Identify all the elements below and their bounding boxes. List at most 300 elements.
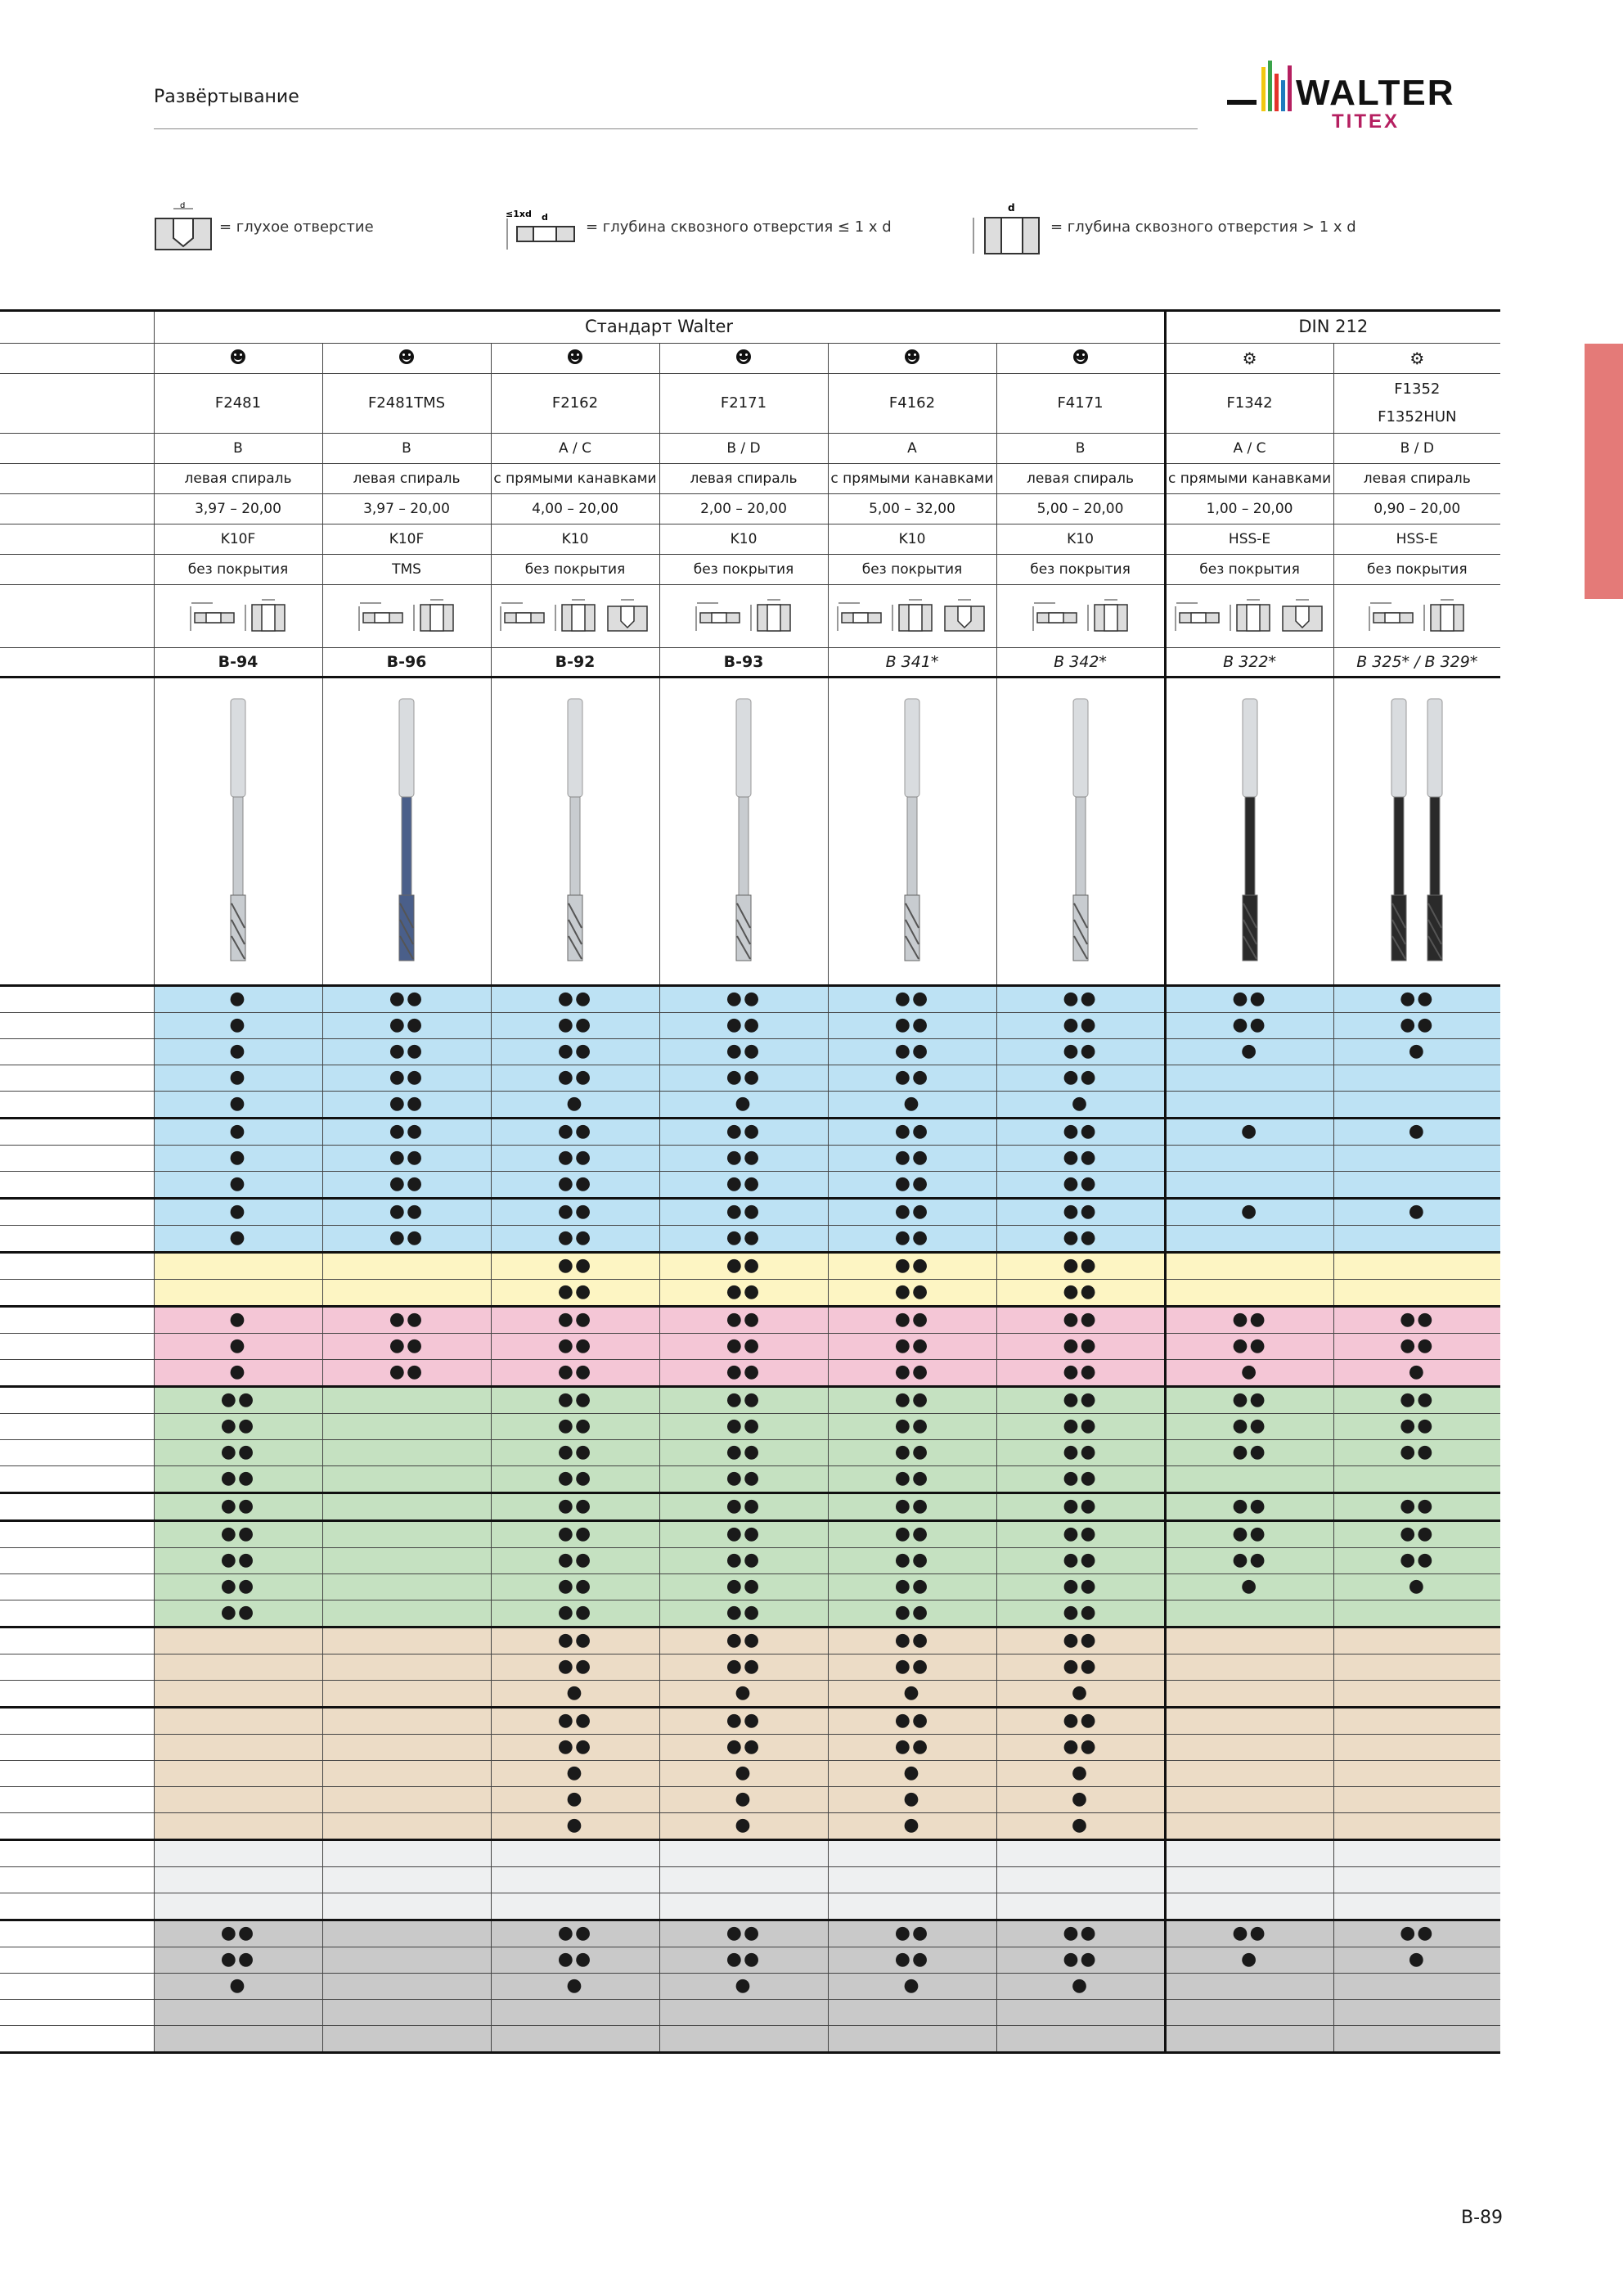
suitability-cell: ●● [659, 1600, 828, 1627]
suitability-cell: ●● [659, 1307, 828, 1334]
suitability-cell [1333, 1654, 1500, 1681]
suitability-cell: ●● [491, 1146, 659, 1172]
suitability-cell [322, 1493, 491, 1521]
suitability-cell: ●● [996, 1574, 1165, 1600]
suitability-cell [322, 1867, 491, 1893]
suitability-cell [154, 2000, 322, 2026]
suitability-cell [1165, 1654, 1333, 1681]
suitability-cell [659, 2026, 828, 2053]
suitability-cell [828, 2026, 996, 2053]
suitability-cell: ●● [659, 1253, 828, 1280]
suitability-cell [322, 1947, 491, 1974]
tool-code: F2481 [154, 374, 322, 434]
suitability-cell: ●● [828, 1334, 996, 1360]
flute-cell: с прямыми канавками [491, 464, 659, 494]
material-cell: K10F [154, 524, 322, 555]
tool-code: F2481TMS [322, 374, 491, 434]
suitability-cell [1333, 1146, 1500, 1172]
reamer-image [1032, 682, 1130, 977]
group-walter: Стандарт Walter [154, 311, 1165, 344]
suitability-cell: ●● [491, 1334, 659, 1360]
suitability-cell: ● [1333, 1360, 1500, 1387]
suitability-cell: ●● [828, 1735, 996, 1761]
suitability-cell [1333, 1280, 1500, 1307]
suitability-cell [154, 1654, 322, 1681]
suitability-cell: ●● [491, 1920, 659, 1947]
suitability-cell: ● [828, 1092, 996, 1119]
material-cell: HSS-E [1165, 524, 1333, 555]
suitability-cell: ●● [828, 1360, 996, 1387]
range-cell: 3,97 – 20,00 [322, 494, 491, 524]
material-row [0, 1253, 1500, 1280]
suitability-cell: ●● [491, 1466, 659, 1493]
suitability-cell: ●● [659, 1548, 828, 1574]
page-ref-link[interactable]: B-92 [491, 648, 659, 678]
suitability-cell: ●● [996, 1708, 1165, 1735]
svg-text:d: d [542, 212, 548, 223]
suitability-cell: ● [154, 1092, 322, 1119]
suitability-cell: ●● [996, 1466, 1165, 1493]
suitability-cell: ●● [828, 1947, 996, 1974]
group-din: DIN 212 [1165, 311, 1500, 344]
through-hole-long-icon [1227, 597, 1273, 633]
reamer-image [1201, 682, 1299, 977]
suitability-cell [322, 1787, 491, 1813]
suitability-cell: ●● [659, 1146, 828, 1172]
tool-code: F1342 [1165, 374, 1333, 434]
suitability-cell: ●● [1333, 1414, 1500, 1440]
material-row [0, 1735, 1500, 1761]
svg-text:WALTER: WALTER [1296, 73, 1455, 113]
range-cell: 5,00 – 32,00 [828, 494, 996, 524]
suitability-cell: ●● [659, 1119, 828, 1146]
material-row [0, 1867, 1500, 1893]
suitability-cell: ●● [1165, 1548, 1333, 1574]
suitability-cell: ● [154, 1974, 322, 2000]
suitability-cell [1165, 1761, 1333, 1787]
suitability-cell: ●● [659, 1065, 828, 1092]
suitability-cell: ● [154, 1119, 322, 1146]
suitability-cell [322, 1253, 491, 1280]
suitability-cell: ●● [996, 1920, 1165, 1947]
suitability-cell: ●● [491, 1493, 659, 1521]
suitability-cell: ●● [1165, 986, 1333, 1013]
page-ref-link[interactable]: B-96 [322, 648, 491, 678]
suitability-cell [154, 1893, 322, 1920]
suitability-cell [491, 1840, 659, 1867]
suitability-cell: ● [828, 1974, 996, 2000]
material-row [0, 1199, 1500, 1226]
suitability-cell: ● [154, 1146, 322, 1172]
through-hole-short-icon [188, 597, 237, 633]
suitability-cell: ●● [659, 1708, 828, 1735]
suitability-cell [1165, 1840, 1333, 1867]
suitability-cell: ●● [996, 1654, 1165, 1681]
suitability-cell: ●● [828, 1600, 996, 1627]
suitability-cell [1333, 1787, 1500, 1813]
suitability-cell: ● [1165, 1039, 1333, 1065]
suitability-cell: ●● [1333, 1440, 1500, 1466]
material-row [0, 1548, 1500, 1574]
suitability-cell [1333, 1840, 1500, 1867]
suitability-cell: ● [154, 1360, 322, 1387]
suitability-cell [1165, 1787, 1333, 1813]
suitability-cell: ●● [1165, 1414, 1333, 1440]
suitability-cell: ●● [1165, 1440, 1333, 1466]
smiley-icon [568, 349, 582, 364]
type-row [0, 434, 1500, 464]
suitability-cell: ● [996, 1974, 1165, 2000]
suitability-cell: ● [996, 1813, 1165, 1840]
suitability-cell [1165, 1681, 1333, 1708]
suitability-cell [1333, 1627, 1500, 1654]
suitability-cell [154, 1253, 322, 1280]
material-row [0, 1627, 1500, 1654]
suitability-cell: ●● [996, 1013, 1165, 1039]
material-row [0, 1974, 1500, 2000]
suitability-cell: ●● [659, 1440, 828, 1466]
suitability-cell: ● [659, 1787, 828, 1813]
suitability-cell [1333, 1466, 1500, 1493]
suitability-cell: ●● [659, 986, 828, 1013]
suitability-cell: ●● [828, 1280, 996, 1307]
code-row [0, 374, 1500, 434]
flute-cell: левая спираль [1333, 464, 1500, 494]
suitability-cell [996, 1893, 1165, 1920]
suitability-cell: ●● [828, 1172, 996, 1199]
suitability-cell: ● [154, 1199, 322, 1226]
suitability-cell [1165, 1280, 1333, 1307]
suitability-cell: ●● [996, 1280, 1165, 1307]
material-row [0, 1708, 1500, 1735]
suitability-cell: ● [1333, 1947, 1500, 1974]
suitability-cell: ● [659, 1974, 828, 2000]
coating-cell: без покрытия [996, 555, 1165, 585]
suitability-cell: ●● [491, 1414, 659, 1440]
legend-through-long [965, 190, 1356, 263]
suitability-cell: ● [154, 1226, 322, 1253]
through-hole-long-icon [1421, 597, 1467, 633]
suitability-cell: ●● [996, 986, 1165, 1013]
through-hole-short-icon [357, 597, 406, 633]
through-hole-short-icon [501, 202, 579, 251]
suitability-cell: ●● [491, 1013, 659, 1039]
suitability-cell [1165, 1466, 1333, 1493]
suitability-cell: ●● [828, 1039, 996, 1065]
page-ref-link[interactable]: B-94 [154, 648, 322, 678]
image-row [0, 678, 1500, 986]
suitability-cell: ●● [996, 1521, 1165, 1548]
suitability-cell [1333, 1893, 1500, 1920]
type-cell: A [828, 434, 996, 464]
suitability-cell: ●● [154, 1387, 322, 1414]
suitability-cell [1165, 1065, 1333, 1092]
suitability-cell: ● [491, 1787, 659, 1813]
coating-cell: без покрытия [491, 555, 659, 585]
coating-cell: без покрытия [1165, 555, 1333, 585]
suitability-cell: ●● [1333, 986, 1500, 1013]
svg-text:d: d [1008, 202, 1015, 214]
material-row [0, 1440, 1500, 1466]
suitability-cell [828, 1893, 996, 1920]
suitability-cell: ●● [491, 1548, 659, 1574]
suitability-cell: ●● [996, 1307, 1165, 1334]
suitability-cell [322, 1708, 491, 1735]
suitability-cell: ●● [659, 1574, 828, 1600]
through-hole-long-icon [889, 597, 935, 633]
suitability-cell: ●● [1333, 1493, 1500, 1521]
through-hole-short-icon [694, 597, 743, 633]
through-hole-long-icon [748, 597, 794, 633]
suitability-cell [322, 1681, 491, 1708]
suitability-cell [154, 1813, 322, 1840]
suitability-cell: ●● [659, 1414, 828, 1440]
page-ref-link[interactable]: B-93 [659, 648, 828, 678]
suitability-cell [1333, 1600, 1500, 1627]
suitability-cell: ●● [996, 1226, 1165, 1253]
suitability-cell: ●● [322, 1146, 491, 1172]
suitability-cell [1333, 1092, 1500, 1119]
suitability-cell: ●● [828, 1920, 996, 1947]
suitability-cell [322, 1280, 491, 1307]
suitability-cell: ●● [322, 1065, 491, 1092]
walter-titex-logo [1227, 59, 1502, 134]
suitability-cell: ●● [996, 1119, 1165, 1146]
suitability-cell: ●● [828, 986, 996, 1013]
coating-cell: без покрытия [154, 555, 322, 585]
suitability-cell [659, 1867, 828, 1893]
suitability-cell: ●● [996, 1360, 1165, 1387]
suitability-cell: ●● [1165, 1920, 1333, 1947]
page-ref-link[interactable]: B 342* [996, 648, 1165, 678]
suitability-cell: ●● [996, 1039, 1165, 1065]
suitability-cell: ●● [828, 1146, 996, 1172]
range-cell: 2,00 – 20,00 [659, 494, 828, 524]
type-icon-row [0, 344, 1500, 374]
suitability-cell: ● [828, 1787, 996, 1813]
suitability-cell: ● [1333, 1574, 1500, 1600]
suitability-cell: ●● [828, 1414, 996, 1440]
suitability-cell [1333, 1974, 1500, 2000]
material-row [0, 1146, 1500, 1172]
svg-text:≤1xd: ≤1xd [506, 209, 532, 219]
suitability-cell: ●● [828, 1627, 996, 1654]
material-row [0, 1466, 1500, 1493]
suitability-cell [1165, 1735, 1333, 1761]
suitability-cell [1333, 1681, 1500, 1708]
blind-hole-icon [940, 597, 989, 633]
smiley-icon [231, 349, 245, 364]
type-cell: B [154, 434, 322, 464]
through-hole-long-icon [552, 597, 598, 633]
suitability-cell: ● [1165, 1947, 1333, 1974]
suitability-cell [491, 2026, 659, 2053]
through-hole-long-icon [1085, 597, 1131, 633]
suitability-cell: ● [996, 1092, 1165, 1119]
suitability-cell: ●● [659, 1013, 828, 1039]
material-row [0, 1307, 1500, 1334]
type-cell: B [322, 434, 491, 464]
legend-through-short-label: = глубина сквозного отверстия ≤ 1 x d [586, 218, 892, 236]
material-row [0, 1920, 1500, 1947]
svg-text:d: d [180, 202, 186, 210]
suitability-cell: ●● [491, 1253, 659, 1280]
suitability-cell: ●● [828, 1199, 996, 1226]
material-cell: K10 [996, 524, 1165, 555]
suitability-cell: ●● [491, 1280, 659, 1307]
suitability-cell: ●● [154, 1920, 322, 1947]
suitability-cell: ●● [491, 1065, 659, 1092]
suitability-cell: ●● [1165, 1307, 1333, 1334]
suitability-cell: ● [659, 1813, 828, 1840]
suitability-cell: ● [154, 1334, 322, 1360]
material-row [0, 1065, 1500, 1092]
smiley-icon [736, 349, 751, 364]
suitability-cell: ●● [996, 1735, 1165, 1761]
flute-cell: с прямыми канавками [1165, 464, 1333, 494]
suitability-cell: ●● [828, 1654, 996, 1681]
suitability-cell [1333, 1735, 1500, 1761]
coating-cell: без покрытия [828, 555, 996, 585]
suitability-cell: ●● [659, 1172, 828, 1199]
flute-cell: левая спираль [996, 464, 1165, 494]
suitability-cell: ● [996, 1787, 1165, 1813]
suitability-cell [322, 1761, 491, 1787]
suitability-cell: ●● [996, 1146, 1165, 1172]
suitability-cell: ●● [828, 1253, 996, 1280]
smiley-icon [905, 349, 919, 364]
suitability-cell: ●● [154, 1574, 322, 1600]
suitability-cell: ● [659, 1681, 828, 1708]
reamer-image [863, 682, 961, 977]
suitability-cell: ●● [322, 1119, 491, 1146]
through-hole-short-icon [1173, 597, 1222, 633]
material-cell: K10 [491, 524, 659, 555]
suitability-cell: ●● [322, 1092, 491, 1119]
suitability-cell [322, 1466, 491, 1493]
page-number: B-89 [1461, 2208, 1504, 2228]
tool-code: F4162 [828, 374, 996, 434]
suitability-cell [996, 1867, 1165, 1893]
suitability-cell: ●● [828, 1708, 996, 1735]
suitability-cell [154, 1761, 322, 1787]
suitability-cell [1165, 1253, 1333, 1280]
flute-cell: с прямыми канавками [828, 464, 996, 494]
suitability-cell: ●● [828, 1307, 996, 1334]
page-ref-link[interactable]: B 341* [828, 648, 996, 678]
suitability-cell: ●● [996, 1172, 1165, 1199]
range-cell: 4,00 – 20,00 [491, 494, 659, 524]
suitability-cell [1165, 1627, 1333, 1654]
suitability-cell [154, 2026, 322, 2053]
suitability-cell: ● [659, 1761, 828, 1787]
suitability-cell: ●● [1165, 1387, 1333, 1414]
suitability-cell: ●● [154, 1466, 322, 1493]
material-row [0, 1414, 1500, 1440]
suitability-cell [154, 1787, 322, 1813]
suitability-cell [1165, 1708, 1333, 1735]
suitability-cell: ●● [659, 1947, 828, 1974]
suitability-cell: ●● [322, 1226, 491, 1253]
suitability-cell [154, 1867, 322, 1893]
tool-code: F4171 [996, 374, 1165, 434]
suitability-cell: ●● [659, 1199, 828, 1226]
suitability-cell: ●● [491, 1360, 659, 1387]
suitability-cell: ●● [154, 1600, 322, 1627]
suitability-cell: ●● [996, 1947, 1165, 1974]
suitability-cell [996, 2026, 1165, 2053]
suitability-cell: ● [1165, 1574, 1333, 1600]
suitability-cell [1333, 2026, 1500, 2053]
suitability-cell: ●● [996, 1387, 1165, 1414]
svg-text:TITEX: TITEX [1332, 110, 1400, 133]
suitability-cell: ●● [491, 1947, 659, 1974]
smiley-icon [399, 349, 414, 364]
suitability-cell: ● [491, 1813, 659, 1840]
suitability-cell: ●● [491, 1440, 659, 1466]
through-hole-long-icon [411, 597, 456, 633]
suitability-cell: ●● [659, 1654, 828, 1681]
material-row [0, 1119, 1500, 1146]
title-rule [154, 128, 1198, 129]
suitability-cell: ●● [491, 1627, 659, 1654]
suitability-cell [154, 1735, 322, 1761]
page-ref-link[interactable]: B 325* / B 329* [1333, 648, 1500, 678]
suitability-cell: ●● [1165, 1521, 1333, 1548]
suitability-cell: ●● [1165, 1013, 1333, 1039]
suitability-cell [491, 2000, 659, 2026]
suitability-cell [322, 2000, 491, 2026]
material-row [0, 1787, 1500, 1813]
coating-row [0, 555, 1500, 585]
page-ref-row [0, 648, 1500, 678]
material-row [0, 1893, 1500, 1920]
suitability-cell: ●● [828, 1119, 996, 1146]
tool-code: F2162 [491, 374, 659, 434]
material-row [0, 1840, 1500, 1867]
material-row [0, 1681, 1500, 1708]
suitability-cell: ● [828, 1681, 996, 1708]
suitability-cell: ●● [828, 1466, 996, 1493]
suitability-cell [659, 1840, 828, 1867]
suitability-cell [322, 1600, 491, 1627]
material-row [0, 1172, 1500, 1199]
suitability-cell [996, 1840, 1165, 1867]
suitability-cell: ●● [1333, 1334, 1500, 1360]
suitability-cell: ● [154, 1172, 322, 1199]
suitability-cell [322, 1414, 491, 1440]
page-ref-link[interactable]: B 322* [1165, 648, 1333, 678]
reamer-image [189, 682, 287, 977]
suitability-cell: ●● [491, 1600, 659, 1627]
material-row [0, 986, 1500, 1013]
tool-code: F1352 F1352HUN [1333, 374, 1500, 434]
material-row [0, 1092, 1500, 1119]
suitability-cell: ● [659, 1092, 828, 1119]
suitability-cell [322, 2026, 491, 2053]
suitability-cell: ●● [154, 1440, 322, 1466]
suitability-cell: ●● [996, 1414, 1165, 1440]
suitability-cell: ●● [1333, 1387, 1500, 1414]
suitability-cell: ●● [996, 1334, 1165, 1360]
flute-cell: левая спираль [322, 464, 491, 494]
material-row [0, 1521, 1500, 1548]
suitability-cell: ●● [322, 1172, 491, 1199]
suitability-cell [322, 1548, 491, 1574]
suitability-cell [1165, 1146, 1333, 1172]
reamer-image [526, 682, 624, 977]
suitability-cell: ●● [491, 1199, 659, 1226]
